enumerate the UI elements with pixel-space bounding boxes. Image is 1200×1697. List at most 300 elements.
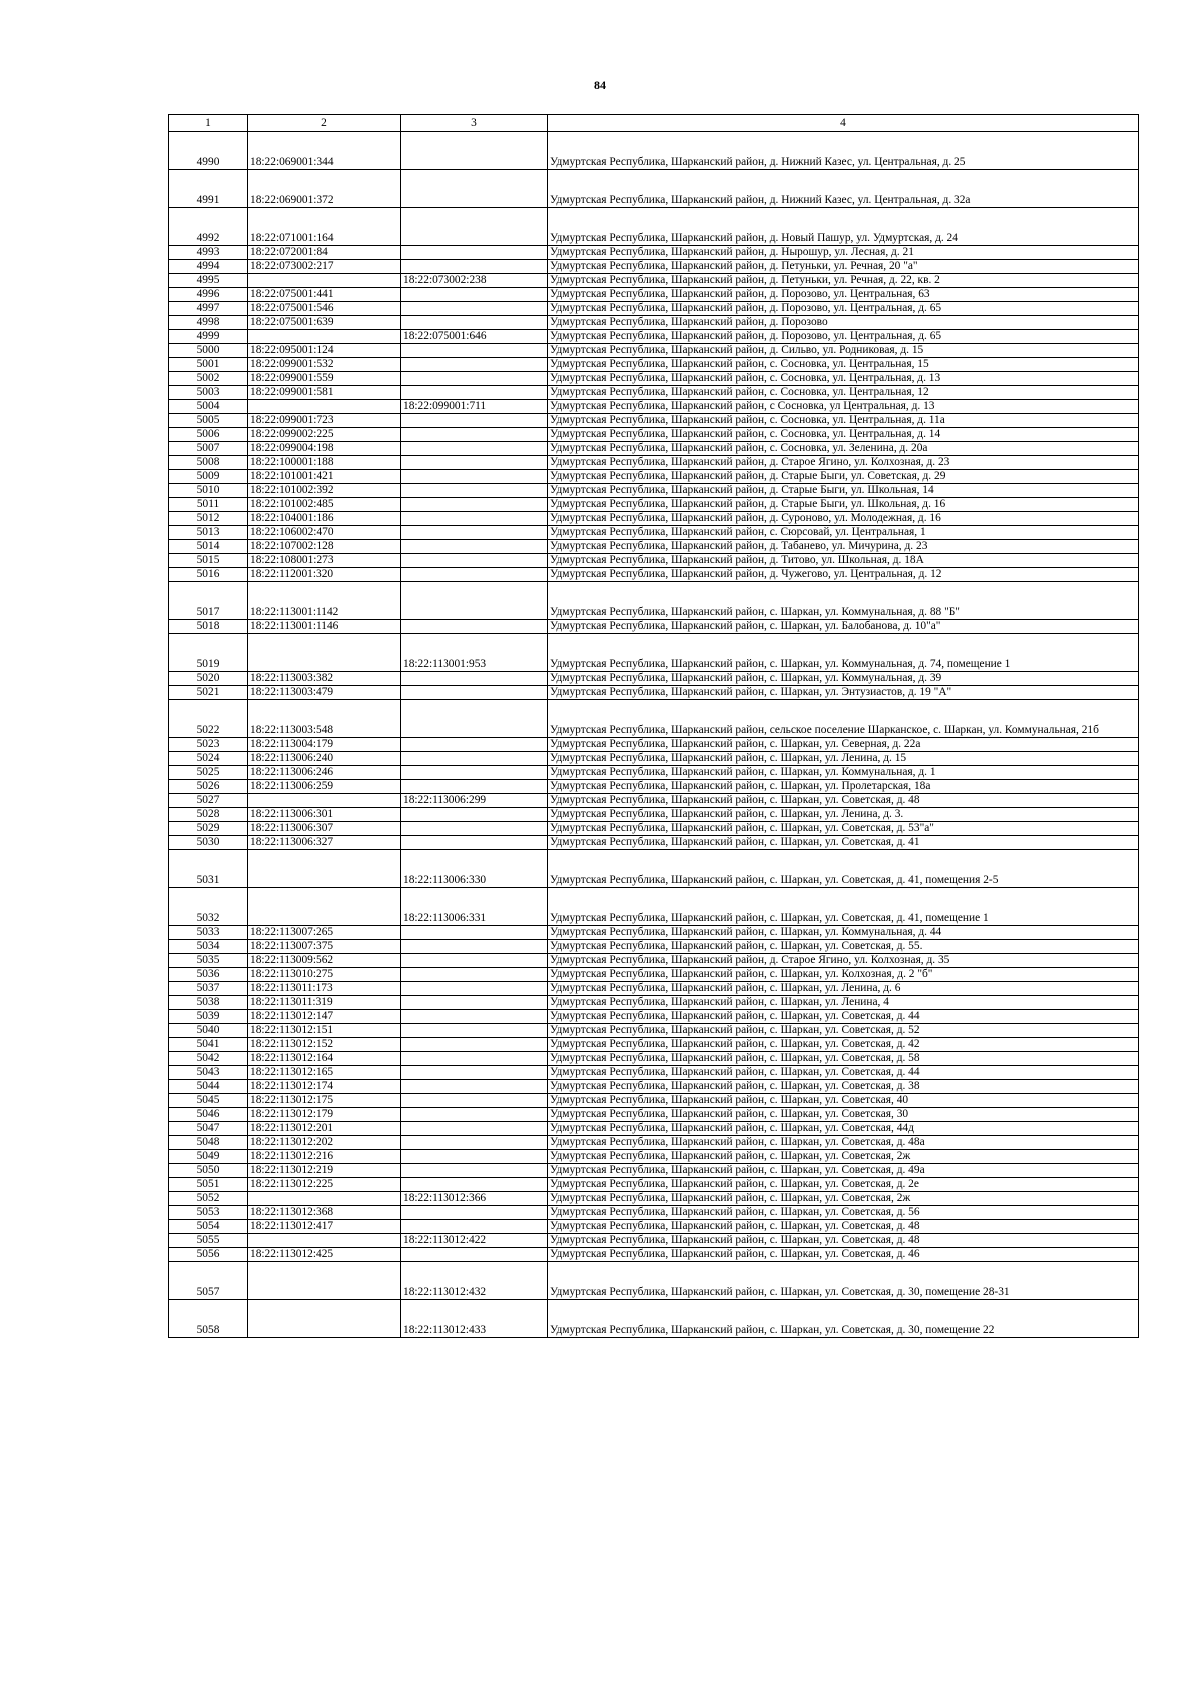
address-cell: Удмуртская Республика, Шарканский район, с. Шаркан, ул. Советская, д. 53"а" bbox=[548, 822, 1139, 836]
cadastral-number-cell: 18:22:113003:479 bbox=[248, 686, 401, 700]
address-cell: Удмуртская Республика, Шарканский район, с. Сосновка, ул. Центральная, д. 14 bbox=[548, 428, 1139, 442]
object-number-cell bbox=[401, 428, 548, 442]
address-cell: Удмуртская Республика, Шарканский район, с. Шаркан, ул. Советская, д. 38 bbox=[548, 1080, 1139, 1094]
address-cell: Удмуртская Республика, Шарканский район, с. Шаркан, ул. Советская, д. 48а bbox=[548, 1136, 1139, 1150]
row-number-cell: 5045 bbox=[169, 1094, 248, 1108]
object-number-cell: 18:22:113006:331 bbox=[401, 888, 548, 926]
object-number-cell: 18:22:099001:711 bbox=[401, 400, 548, 414]
cadastral-number-cell bbox=[248, 330, 401, 344]
row-number-cell: 5003 bbox=[169, 386, 248, 400]
row-number-cell: 5015 bbox=[169, 554, 248, 568]
address-cell: Удмуртская Республика, Шарканский район, д. Титово, ул. Школьная, д. 18А bbox=[548, 554, 1139, 568]
cadastral-number-cell: 18:22:113006:240 bbox=[248, 752, 401, 766]
table-row bbox=[169, 686, 1139, 700]
address-cell: Удмуртская Республика, Шарканский район, с. Шаркан, ул. Пролетарская, 18а bbox=[548, 780, 1139, 794]
row-number-cell: 5046 bbox=[169, 1108, 248, 1122]
cadastral-number-cell: 18:22:113003:382 bbox=[248, 672, 401, 686]
address-cell: Удмуртская Республика, Шарканский район, д. Нижний Казес, ул. Центральная, д. 25 bbox=[548, 132, 1139, 170]
table-row bbox=[169, 582, 1139, 620]
cadastral-number-cell: 18:22:113012:225 bbox=[248, 1178, 401, 1192]
cadastral-number-cell: 18:22:113006:259 bbox=[248, 780, 401, 794]
address-cell: Удмуртская Республика, Шарканский район, с. Шаркан, ул. Советская, д. 58 bbox=[548, 1052, 1139, 1066]
cadastral-number-cell bbox=[248, 1262, 401, 1300]
address-cell: Удмуртская Республика, Шарканский район, д. Старые Быги, ул. Советская, д. 29 bbox=[548, 470, 1139, 484]
address-cell: Удмуртская Республика, Шарканский район, с. Шаркан, ул. Ленина, 4 bbox=[548, 996, 1139, 1010]
cadastral-number-cell: 18:22:099001:581 bbox=[248, 386, 401, 400]
row-number-cell: 5050 bbox=[169, 1164, 248, 1178]
object-number-cell bbox=[401, 498, 548, 512]
object-number-cell bbox=[401, 386, 548, 400]
row-number-cell: 5006 bbox=[169, 428, 248, 442]
column-header-4: 4 bbox=[548, 115, 1139, 132]
address-cell: Удмуртская Республика, Шарканский район, с. Шаркан, ул. Советская, д. 41, помещение 1 bbox=[548, 888, 1139, 926]
row-number-cell: 5001 bbox=[169, 358, 248, 372]
cadastral-number-cell: 18:22:113009:562 bbox=[248, 954, 401, 968]
object-number-cell bbox=[401, 484, 548, 498]
address-cell: Удмуртская Республика, Шарканский район, с Сосновка, ул Центральная, д. 13 bbox=[548, 400, 1139, 414]
object-number-cell bbox=[401, 246, 548, 260]
address-cell: Удмуртская Республика, Шарканский район, с. Шаркан, ул. Советская, д. 30, помещение 22 bbox=[548, 1300, 1139, 1338]
object-number-cell bbox=[401, 316, 548, 330]
object-number-cell bbox=[401, 1108, 548, 1122]
table-row bbox=[169, 780, 1139, 794]
table-row bbox=[169, 672, 1139, 686]
row-number-cell: 5016 bbox=[169, 568, 248, 582]
object-number-cell bbox=[401, 372, 548, 386]
cadastral-number-cell: 18:22:095001:124 bbox=[248, 344, 401, 358]
address-cell: Удмуртская Республика, Шарканский район, д. Порозово bbox=[548, 316, 1139, 330]
cadastral-number-cell: 18:22:113012:417 bbox=[248, 1220, 401, 1234]
row-number-cell: 5027 bbox=[169, 794, 248, 808]
address-cell: Удмуртская Республика, Шарканский район, с. Шаркан, ул. Советская, д. 48 bbox=[548, 1234, 1139, 1248]
address-cell: Удмуртская Республика, Шарканский район, д. Петуньки, ул. Речная, 20 "а" bbox=[548, 260, 1139, 274]
table-row bbox=[169, 620, 1139, 634]
address-cell: Удмуртская Республика, Шарканский район, с. Шаркан, ул. Советская, д. 52 bbox=[548, 1024, 1139, 1038]
cadastral-number-cell: 18:22:113007:375 bbox=[248, 940, 401, 954]
cadastral-number-cell: 18:22:075001:441 bbox=[248, 288, 401, 302]
table-row bbox=[169, 414, 1139, 428]
object-number-cell bbox=[401, 780, 548, 794]
cadastral-number-cell: 18:22:113012:202 bbox=[248, 1136, 401, 1150]
cadastral-number-cell: 18:22:113004:179 bbox=[248, 738, 401, 752]
object-number-cell bbox=[401, 288, 548, 302]
table-row bbox=[169, 400, 1139, 414]
table-row bbox=[169, 132, 1139, 170]
object-number-cell bbox=[401, 344, 548, 358]
object-number-cell bbox=[401, 968, 548, 982]
table-row bbox=[169, 358, 1139, 372]
object-number-cell bbox=[401, 302, 548, 316]
row-number-cell: 4996 bbox=[169, 288, 248, 302]
cadastral-number-cell: 18:22:072001:84 bbox=[248, 246, 401, 260]
row-number-cell: 4997 bbox=[169, 302, 248, 316]
address-cell: Удмуртская Республика, Шарканский район, с. Шаркан, ул. Советская, д. 44 bbox=[548, 1066, 1139, 1080]
object-number-cell bbox=[401, 1220, 548, 1234]
cadastral-number-cell: 18:22:113003:548 bbox=[248, 700, 401, 738]
cadastral-number-cell: 18:22:113012:165 bbox=[248, 1066, 401, 1080]
cadastral-number-cell bbox=[248, 1234, 401, 1248]
object-number-cell: 18:22:113012:422 bbox=[401, 1234, 548, 1248]
table-row bbox=[169, 246, 1139, 260]
object-number-cell bbox=[401, 132, 548, 170]
row-number-cell: 5037 bbox=[169, 982, 248, 996]
address-cell: Удмуртская Республика, Шарканский район, д. Суроново, ул. Молодежная, д. 16 bbox=[548, 512, 1139, 526]
object-number-cell bbox=[401, 414, 548, 428]
table-row bbox=[169, 1010, 1139, 1024]
address-cell: Удмуртская Республика, Шарканский район, с. Сосновка, ул. Центральная, 15 bbox=[548, 358, 1139, 372]
row-number-cell: 4990 bbox=[169, 132, 248, 170]
table-header bbox=[169, 115, 1139, 132]
cadastral-number-cell: 18:22:113012:147 bbox=[248, 1010, 401, 1024]
object-number-cell bbox=[401, 1178, 548, 1192]
row-number-cell: 5051 bbox=[169, 1178, 248, 1192]
address-cell: Удмуртская Республика, Шарканский район, с. Шаркан, ул. Ленина, д. 3. bbox=[548, 808, 1139, 822]
table-row bbox=[169, 940, 1139, 954]
address-cell: Удмуртская Республика, Шарканский район, с. Шаркан, ул. Колхозная, д. 2 "б" bbox=[548, 968, 1139, 982]
address-cell: Удмуртская Республика, Шарканский район, д. Нырошур, ул. Лесная, д. 21 bbox=[548, 246, 1139, 260]
object-number-cell: 18:22:073002:238 bbox=[401, 274, 548, 288]
cadastral-number-cell: 18:22:108001:273 bbox=[248, 554, 401, 568]
cadastral-number-cell bbox=[248, 1300, 401, 1338]
table-row bbox=[169, 316, 1139, 330]
table-body bbox=[169, 132, 1139, 1338]
address-cell: Удмуртская Республика, Шарканский район, с. Сюрсовай, ул. Центральная, 1 bbox=[548, 526, 1139, 540]
row-number-cell: 5033 bbox=[169, 926, 248, 940]
address-cell: Удмуртская Республика, Шарканский район, с. Шаркан, ул. Советская, д. 55. bbox=[548, 940, 1139, 954]
address-cell: Удмуртская Республика, Шарканский район, с. Шаркан, ул. Советская, д. 30, помещение 28-31 bbox=[548, 1262, 1139, 1300]
address-cell: Удмуртская Республика, Шарканский район, с. Шаркан, ул. Советская, д. 56 bbox=[548, 1206, 1139, 1220]
row-number-cell: 5054 bbox=[169, 1220, 248, 1234]
object-number-cell bbox=[401, 822, 548, 836]
table-row bbox=[169, 926, 1139, 940]
cadastral-number-cell: 18:22:113012:151 bbox=[248, 1024, 401, 1038]
row-number-cell: 5002 bbox=[169, 372, 248, 386]
cadastral-number-cell: 18:22:113011:319 bbox=[248, 996, 401, 1010]
cadastral-number-cell: 18:22:113001:1146 bbox=[248, 620, 401, 634]
object-number-cell bbox=[401, 836, 548, 850]
table-row bbox=[169, 1300, 1139, 1338]
page-number: 84 bbox=[594, 78, 606, 92]
cadastral-number-cell: 18:22:113012:216 bbox=[248, 1150, 401, 1164]
address-cell: Удмуртская Республика, Шарканский район, с. Шаркан, ул. Советская, д. 44 bbox=[548, 1010, 1139, 1024]
cadastral-number-cell: 18:22:113007:265 bbox=[248, 926, 401, 940]
cadastral-number-cell bbox=[248, 850, 401, 888]
object-number-cell bbox=[401, 1248, 548, 1262]
table-row bbox=[169, 568, 1139, 582]
object-number-cell bbox=[401, 1206, 548, 1220]
table-row bbox=[169, 1192, 1139, 1206]
table-row bbox=[169, 982, 1139, 996]
cadastral-number-cell: 18:22:104001:186 bbox=[248, 512, 401, 526]
row-number-cell: 5000 bbox=[169, 344, 248, 358]
address-cell: Удмуртская Республика, Шарканский район, с. Шаркан, ул. Советская, д. 48 bbox=[548, 794, 1139, 808]
row-number-cell: 4994 bbox=[169, 260, 248, 274]
row-number-cell: 5028 bbox=[169, 808, 248, 822]
property-register-table bbox=[168, 114, 1139, 1338]
cadastral-number-cell: 18:22:101001:421 bbox=[248, 470, 401, 484]
table-row bbox=[169, 372, 1139, 386]
table-row bbox=[169, 954, 1139, 968]
row-number-cell: 4995 bbox=[169, 274, 248, 288]
address-cell: Удмуртская Республика, Шарканский район, д. Порозово, ул. Центральная, 63 bbox=[548, 288, 1139, 302]
cadastral-number-cell bbox=[248, 794, 401, 808]
row-number-cell: 5026 bbox=[169, 780, 248, 794]
object-number-cell bbox=[401, 808, 548, 822]
object-number-cell bbox=[401, 996, 548, 1010]
cadastral-number-cell: 18:22:113012:201 bbox=[248, 1122, 401, 1136]
row-number-cell: 5020 bbox=[169, 672, 248, 686]
cadastral-number-cell: 18:22:075001:546 bbox=[248, 302, 401, 316]
cadastral-number-cell: 18:22:113012:164 bbox=[248, 1052, 401, 1066]
row-number-cell: 5057 bbox=[169, 1262, 248, 1300]
address-cell: Удмуртская Республика, Шарканский район, с. Шаркан, ул. Советская, д. 42 bbox=[548, 1038, 1139, 1052]
row-number-cell: 5007 bbox=[169, 442, 248, 456]
address-cell: Удмуртская Республика, Шарканский район, с. Шаркан, ул. Советская, 30 bbox=[548, 1108, 1139, 1122]
table-row bbox=[169, 1024, 1139, 1038]
object-number-cell bbox=[401, 568, 548, 582]
row-number-cell: 5012 bbox=[169, 512, 248, 526]
cadastral-number-cell: 18:22:107002:128 bbox=[248, 540, 401, 554]
cadastral-number-cell: 18:22:113001:1142 bbox=[248, 582, 401, 620]
cadastral-number-cell: 18:22:099001:559 bbox=[248, 372, 401, 386]
address-cell: Удмуртская Республика, Шарканский район, д. Старое Ягино, ул. Колхозная, д. 23 bbox=[548, 456, 1139, 470]
row-number-cell: 5004 bbox=[169, 400, 248, 414]
address-cell: Удмуртская Республика, Шарканский район, с. Шаркан, ул. Коммунальная, д. 1 bbox=[548, 766, 1139, 780]
table-row bbox=[169, 302, 1139, 316]
row-number-cell: 4993 bbox=[169, 246, 248, 260]
cadastral-number-cell: 18:22:069001:372 bbox=[248, 170, 401, 208]
address-cell: Удмуртская Республика, Шарканский район, д. Порозово, ул. Центральная, д. 65 bbox=[548, 302, 1139, 316]
table-row bbox=[169, 540, 1139, 554]
row-number-cell: 5023 bbox=[169, 738, 248, 752]
row-number-cell: 5032 bbox=[169, 888, 248, 926]
cadastral-number-cell: 18:22:113012:152 bbox=[248, 1038, 401, 1052]
object-number-cell bbox=[401, 700, 548, 738]
row-number-cell: 5019 bbox=[169, 634, 248, 672]
row-number-cell: 5049 bbox=[169, 1150, 248, 1164]
row-number-cell: 5022 bbox=[169, 700, 248, 738]
table-row bbox=[169, 836, 1139, 850]
object-number-cell bbox=[401, 672, 548, 686]
object-number-cell bbox=[401, 1080, 548, 1094]
address-cell: Удмуртская Республика, Шарканский район, с. Шаркан, ул. Ленина, д. 15 bbox=[548, 752, 1139, 766]
cadastral-number-cell: 18:22:101002:485 bbox=[248, 498, 401, 512]
object-number-cell bbox=[401, 170, 548, 208]
row-number-cell: 5017 bbox=[169, 582, 248, 620]
row-number-cell: 5056 bbox=[169, 1248, 248, 1262]
table-row bbox=[169, 274, 1139, 288]
cadastral-number-cell: 18:22:099004:198 bbox=[248, 442, 401, 456]
row-number-cell: 5055 bbox=[169, 1234, 248, 1248]
address-cell: Удмуртская Республика, Шарканский район, с. Шаркан, ул. Коммунальная, д. 74, помещение 1 bbox=[548, 634, 1139, 672]
column-header-2: 2 bbox=[248, 115, 401, 132]
table-row bbox=[169, 996, 1139, 1010]
address-cell: Удмуртская Республика, Шарканский район, с. Шаркан, ул. Советская, д. 48 bbox=[548, 1220, 1139, 1234]
table-row bbox=[169, 260, 1139, 274]
object-number-cell bbox=[401, 456, 548, 470]
table-row bbox=[169, 1234, 1139, 1248]
object-number-cell bbox=[401, 260, 548, 274]
object-number-cell bbox=[401, 208, 548, 246]
table-row bbox=[169, 1206, 1139, 1220]
row-number-cell: 4999 bbox=[169, 330, 248, 344]
address-cell: Удмуртская Республика, Шарканский район, д. Новый Пашур, ул. Удмуртская, д. 24 bbox=[548, 208, 1139, 246]
object-number-cell bbox=[401, 526, 548, 540]
cadastral-number-cell: 18:22:101002:392 bbox=[248, 484, 401, 498]
address-cell: Удмуртская Республика, Шарканский район, д. Старое Ягино, ул. Колхозная, д. 35 bbox=[548, 954, 1139, 968]
object-number-cell: 18:22:113012:433 bbox=[401, 1300, 548, 1338]
row-number-cell: 5031 bbox=[169, 850, 248, 888]
table-row bbox=[169, 442, 1139, 456]
address-cell: Удмуртская Республика, Шарканский район, с. Шаркан, ул. Северная, д. 22а bbox=[548, 738, 1139, 752]
row-number-cell: 5030 bbox=[169, 836, 248, 850]
table-row bbox=[169, 1052, 1139, 1066]
cadastral-number-cell: 18:22:113012:219 bbox=[248, 1164, 401, 1178]
row-number-cell: 5042 bbox=[169, 1052, 248, 1066]
object-number-cell bbox=[401, 766, 548, 780]
object-number-cell: 18:22:075001:646 bbox=[401, 330, 548, 344]
cadastral-number-cell: 18:22:113012:175 bbox=[248, 1094, 401, 1108]
row-number-cell: 5036 bbox=[169, 968, 248, 982]
object-number-cell: 18:22:113001:953 bbox=[401, 634, 548, 672]
cadastral-number-cell: 18:22:071001:164 bbox=[248, 208, 401, 246]
object-number-cell bbox=[401, 1136, 548, 1150]
row-number-cell: 5029 bbox=[169, 822, 248, 836]
row-number-cell: 4998 bbox=[169, 316, 248, 330]
cadastral-number-cell bbox=[248, 400, 401, 414]
row-number-cell: 5009 bbox=[169, 470, 248, 484]
address-cell: Удмуртская Республика, Шарканский район, с. Шаркан, ул. Советская, д. 49а bbox=[548, 1164, 1139, 1178]
table-row bbox=[169, 700, 1139, 738]
address-cell: Удмуртская Республика, Шарканский район, д. Чужегово, ул. Центральная, д. 12 bbox=[548, 568, 1139, 582]
table-row bbox=[169, 1248, 1139, 1262]
address-cell: Удмуртская Республика, Шарканский район, с. Шаркан, ул. Коммунальная, д. 44 bbox=[548, 926, 1139, 940]
table-row bbox=[169, 1094, 1139, 1108]
address-cell: Удмуртская Республика, Шарканский район, д. Нижний Казес, ул. Центральная, д. 32а bbox=[548, 170, 1139, 208]
column-header-3: 3 bbox=[401, 115, 548, 132]
cadastral-number-cell: 18:22:100001:188 bbox=[248, 456, 401, 470]
table-row bbox=[169, 456, 1139, 470]
cadastral-number-cell: 18:22:073002:217 bbox=[248, 260, 401, 274]
address-cell: Удмуртская Республика, Шарканский район, с. Сосновка, ул. Центральная, д. 11а bbox=[548, 414, 1139, 428]
table-row bbox=[169, 428, 1139, 442]
table-row bbox=[169, 554, 1139, 568]
row-number-cell: 5034 bbox=[169, 940, 248, 954]
table-row bbox=[169, 1080, 1139, 1094]
object-number-cell bbox=[401, 1038, 548, 1052]
header-row bbox=[169, 115, 1139, 132]
address-cell: Удмуртская Республика, Шарканский район, с. Шаркан, ул. Советская, 2ж bbox=[548, 1150, 1139, 1164]
object-number-cell bbox=[401, 1010, 548, 1024]
address-cell: Удмуртская Республика, Шарканский район, с. Шаркан, ул. Советская, д. 41 bbox=[548, 836, 1139, 850]
cadastral-number-cell bbox=[248, 888, 401, 926]
table-row bbox=[169, 850, 1139, 888]
cadastral-number-cell: 18:22:113006:246 bbox=[248, 766, 401, 780]
row-number-cell: 5005 bbox=[169, 414, 248, 428]
row-number-cell: 5053 bbox=[169, 1206, 248, 1220]
table-row bbox=[169, 752, 1139, 766]
object-number-cell bbox=[401, 582, 548, 620]
address-cell: Удмуртская Республика, Шарканский район, д. Старые Быги, ул. Школьная, д. 16 bbox=[548, 498, 1139, 512]
object-number-cell bbox=[401, 1150, 548, 1164]
object-number-cell bbox=[401, 1164, 548, 1178]
address-cell: Удмуртская Республика, Шарканский район, с. Шаркан, ул. Советская, д. 2е bbox=[548, 1178, 1139, 1192]
table-row bbox=[169, 888, 1139, 926]
object-number-cell bbox=[401, 442, 548, 456]
row-number-cell: 5008 bbox=[169, 456, 248, 470]
table-row bbox=[169, 808, 1139, 822]
object-number-cell bbox=[401, 1024, 548, 1038]
object-number-cell bbox=[401, 738, 548, 752]
row-number-cell: 5052 bbox=[169, 1192, 248, 1206]
object-number-cell bbox=[401, 982, 548, 996]
row-number-cell: 5040 bbox=[169, 1024, 248, 1038]
cadastral-number-cell: 18:22:113012:179 bbox=[248, 1108, 401, 1122]
row-number-cell: 5044 bbox=[169, 1080, 248, 1094]
table-row bbox=[169, 288, 1139, 302]
address-cell: Удмуртская Республика, Шарканский район, д. Порозово, ул. Центральная, д. 65 bbox=[548, 330, 1139, 344]
object-number-cell bbox=[401, 954, 548, 968]
object-number-cell bbox=[401, 752, 548, 766]
row-number-cell: 5039 bbox=[169, 1010, 248, 1024]
row-number-cell: 5043 bbox=[169, 1066, 248, 1080]
table-row bbox=[169, 968, 1139, 982]
row-number-cell: 5011 bbox=[169, 498, 248, 512]
table-row bbox=[169, 208, 1139, 246]
cadastral-number-cell: 18:22:113006:327 bbox=[248, 836, 401, 850]
table-row bbox=[169, 822, 1139, 836]
table-row bbox=[169, 1220, 1139, 1234]
object-number-cell bbox=[401, 540, 548, 554]
object-number-cell bbox=[401, 1052, 548, 1066]
row-number-cell: 5047 bbox=[169, 1122, 248, 1136]
object-number-cell bbox=[401, 512, 548, 526]
table-row bbox=[169, 1178, 1139, 1192]
address-cell: Удмуртская Республика, Шарканский район, с. Шаркан, ул. Советская, д. 46 bbox=[548, 1248, 1139, 1262]
object-number-cell bbox=[401, 1094, 548, 1108]
row-number-cell: 5048 bbox=[169, 1136, 248, 1150]
object-number-cell bbox=[401, 1122, 548, 1136]
address-cell: Удмуртская Республика, Шарканский район, д. Петуньки, ул. Речная, д. 22, кв. 2 bbox=[548, 274, 1139, 288]
table-row bbox=[169, 512, 1139, 526]
table-row bbox=[169, 766, 1139, 780]
row-number-cell: 4992 bbox=[169, 208, 248, 246]
object-number-cell: 18:22:113006:299 bbox=[401, 794, 548, 808]
cadastral-number-cell: 18:22:069001:344 bbox=[248, 132, 401, 170]
address-cell: Удмуртская Республика, Шарканский район, с. Шаркан, ул. Ленина, д. 6 bbox=[548, 982, 1139, 996]
address-cell: Удмуртская Республика, Шарканский район, с. Шаркан, ул. Советская, д. 41, помещения 2-5 bbox=[548, 850, 1139, 888]
table-row bbox=[169, 498, 1139, 512]
row-number-cell: 5024 bbox=[169, 752, 248, 766]
address-cell: Удмуртская Республика, Шарканский район, д. Сильво, ул. Родниковая, д. 15 bbox=[548, 344, 1139, 358]
table-row bbox=[169, 1108, 1139, 1122]
table-row bbox=[169, 470, 1139, 484]
cadastral-number-cell: 18:22:113012:368 bbox=[248, 1206, 401, 1220]
object-number-cell bbox=[401, 926, 548, 940]
object-number-cell bbox=[401, 1066, 548, 1080]
table-row bbox=[169, 1164, 1139, 1178]
table-row bbox=[169, 484, 1139, 498]
row-number-cell: 5058 bbox=[169, 1300, 248, 1338]
table-row bbox=[169, 1150, 1139, 1164]
cadastral-number-cell: 18:22:113006:307 bbox=[248, 822, 401, 836]
table-row bbox=[169, 1038, 1139, 1052]
table-row bbox=[169, 1136, 1139, 1150]
cadastral-number-cell: 18:22:113006:301 bbox=[248, 808, 401, 822]
table-row bbox=[169, 170, 1139, 208]
address-cell: Удмуртская Республика, Шарканский район, с. Шаркан, ул. Коммунальная, д. 88 "Б" bbox=[548, 582, 1139, 620]
address-cell: Удмуртская Республика, Шарканский район, с. Шаркан, ул. Балобанова, д. 10"а" bbox=[548, 620, 1139, 634]
